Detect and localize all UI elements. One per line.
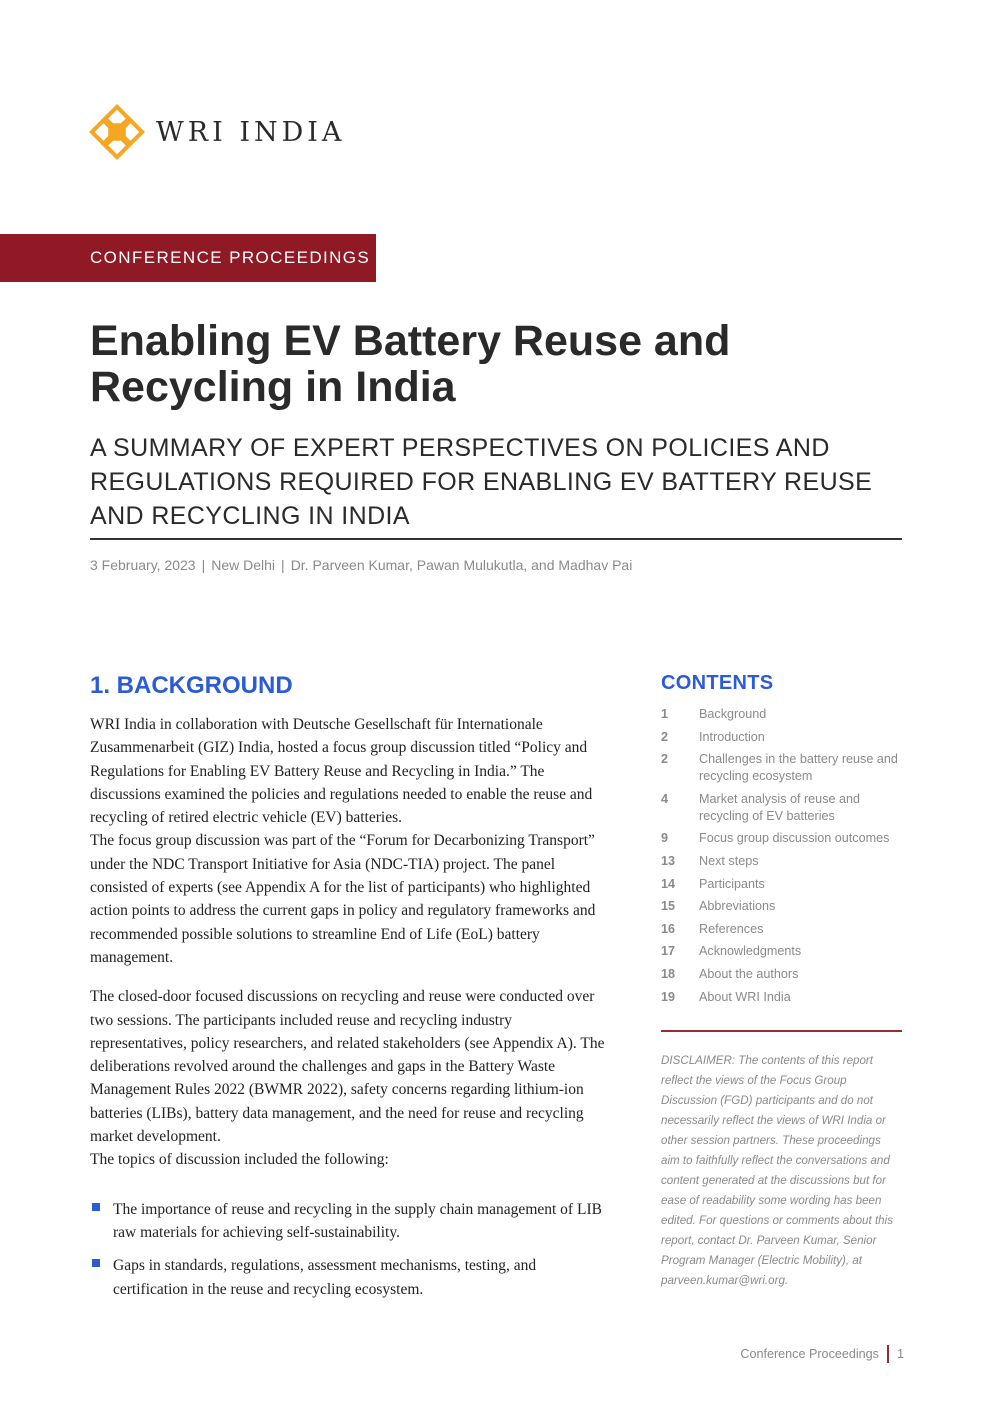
toc-label: Acknowledgments — [699, 944, 802, 959]
toc-page-number: 1 — [661, 707, 669, 721]
toc-label: About WRI India — [699, 989, 791, 1004]
paragraph-text: The focus group discussion was part of the “Forum for Decarbonizing Transport” under the NDC Transport Initiative for Asia (NDC-TIA) project. The panel consisted of experts (see Appendix A for the list of participants) who highlighted action points to address the current gaps in policy and regulatory frameworks and recommended possible solutions to streamline End of Life (EoL) battery management. — [90, 832, 596, 966]
toc-item[interactable] — [661, 898, 911, 915]
toc-page-number: 15 — [661, 899, 676, 914]
toc-page-number: 16 — [661, 921, 676, 936]
toc-item[interactable] — [661, 966, 911, 983]
meta-authors: Dr. Parveen Kumar, Pawan Mulukutla, and Madhav Pai — [290, 557, 633, 573]
toc-page-number: 19 — [661, 989, 676, 1004]
banner-label: CONFERENCE PROCEEDINGS — [90, 248, 371, 267]
toc-item[interactable] — [661, 921, 911, 938]
toc-label: Next steps — [699, 853, 759, 868]
toc-page-number: 4 — [661, 791, 669, 806]
sidebar-divider — [661, 1030, 902, 1032]
toc-page-number: 17 — [661, 944, 676, 959]
toc-item[interactable] — [661, 751, 911, 785]
wri-india-logo — [88, 102, 345, 162]
paragraph-text: The closed-door focused discussions on recycling and reuse were conducted over two sessions. The participants included reuse and recycling industry representatives, policy researchers, and related stakeholders (see Appendix A). The deliberations revolved around the challenges and gaps in the Battery Waste Management Rules 2022 (BWMR 2022), safety concerns regarding lithium-ion batteries (LIBs), battery data management, and the need for reuse and recycling market development. — [90, 988, 605, 1146]
list-item — [90, 1254, 612, 1301]
toc-item[interactable] — [661, 853, 911, 870]
footer-divider — [887, 1345, 889, 1363]
publication-meta — [90, 557, 632, 573]
page-title: Enabling EV Battery Reuse and Recycling in India — [90, 317, 731, 411]
contents-heading: CONTENTS — [661, 672, 774, 694]
toc-label: About the authors — [699, 966, 799, 981]
section-heading: 1. BACKGROUND — [90, 672, 293, 699]
footer-label: Conference Proceedings — [740, 1347, 879, 1361]
list-item-text: The importance of reuse and recycling in the supply chain management of LIB raw materials for achieving self-sustainability. — [113, 1200, 602, 1241]
page-subtitle: A SUMMARY OF EXPERT PERSPECTIVES ON POLICIES AND REGULATIONS REQUIRED FOR ENABLING EV BATTERY REUSE AND RECYCLING IN INDIA — [90, 434, 873, 530]
toc-item[interactable] — [661, 791, 911, 825]
page-footer — [740, 1345, 904, 1363]
meta-place: New Delhi — [211, 557, 276, 573]
toc-label: Abbreviations — [699, 899, 776, 914]
page-number: 1 — [896, 1347, 904, 1361]
title-divider — [90, 538, 902, 540]
toc-page-number: 18 — [661, 966, 676, 981]
meta-separator: | — [281, 557, 285, 573]
paragraph-text: The topics of discussion included the following: — [90, 1151, 389, 1169]
toc-page-number: 9 — [661, 831, 669, 846]
toc-label: Participants — [699, 876, 765, 891]
paragraph — [90, 985, 612, 1171]
toc-page-number: 14 — [661, 876, 676, 891]
toc-item[interactable] — [661, 729, 911, 746]
meta-separator: | — [201, 557, 206, 573]
toc-label: Market analysis of reuse and recycling of EV batteries — [699, 791, 861, 823]
toc-item[interactable] — [661, 989, 911, 1006]
toc-label: Focus group discussion outcomes — [699, 831, 890, 846]
toc-item[interactable] — [661, 706, 911, 723]
toc-item[interactable] — [661, 830, 911, 847]
paragraph-text: WRI India in collaboration with Deutsche Gesellschaft für Internationale Zusammenarbeit (GIZ) India, hosted a focus group discussion titled “Policy and Regulations for Enabling EV Battery Reuse and Recycling in India.” The discussions examined the policies and regulations needed to enable the reuse and recycling of retired electric vehicle (EV) batteries. — [90, 716, 593, 827]
bullet-square-icon — [92, 1259, 100, 1267]
toc-item[interactable] — [661, 876, 911, 893]
paragraph — [90, 713, 612, 969]
logo-text: WRI INDIA — [156, 116, 346, 148]
toc-label: Background — [699, 707, 767, 721]
toc-item[interactable] — [661, 943, 911, 960]
list-item — [90, 1198, 612, 1245]
wri-knot-logo-icon — [88, 103, 146, 161]
topic-list — [90, 1198, 612, 1301]
toc-label: Introduction — [699, 729, 765, 744]
toc-label: Challenges in the battery reuse and recycling ecosystem — [699, 752, 898, 784]
bullet-square-icon — [92, 1203, 100, 1211]
toc-page-number: 13 — [661, 853, 676, 868]
toc-label: References — [699, 921, 764, 936]
list-item-text: Gaps in standards, regulations, assessment mechanisms, testing, and certification in the reuse and recycling ecosystem. — [113, 1257, 537, 1298]
meta-date: 3 February, 2023 — [90, 557, 196, 573]
section-body — [90, 713, 612, 1311]
toc-page-number: 2 — [661, 752, 669, 767]
table-of-contents — [661, 706, 911, 1011]
document-type-banner — [0, 234, 376, 282]
disclaimer: DISCLAIMER: The contents of this report reflect the views of the Focus Group Discussion (FGD) participants and do not necessarily reflect the views of WRI India or other session partners. These proceedings aim to faithfully reflect the conversations and content generated at the discussions but for ease of readability some wording has been edited. For questions or comments about this report, contact Dr. Parveen Kumar, Senior Program Manager (Electric Mobility), at parveen.kumar@wri.org. — [661, 1054, 893, 1287]
toc-page-number: 2 — [661, 729, 669, 744]
